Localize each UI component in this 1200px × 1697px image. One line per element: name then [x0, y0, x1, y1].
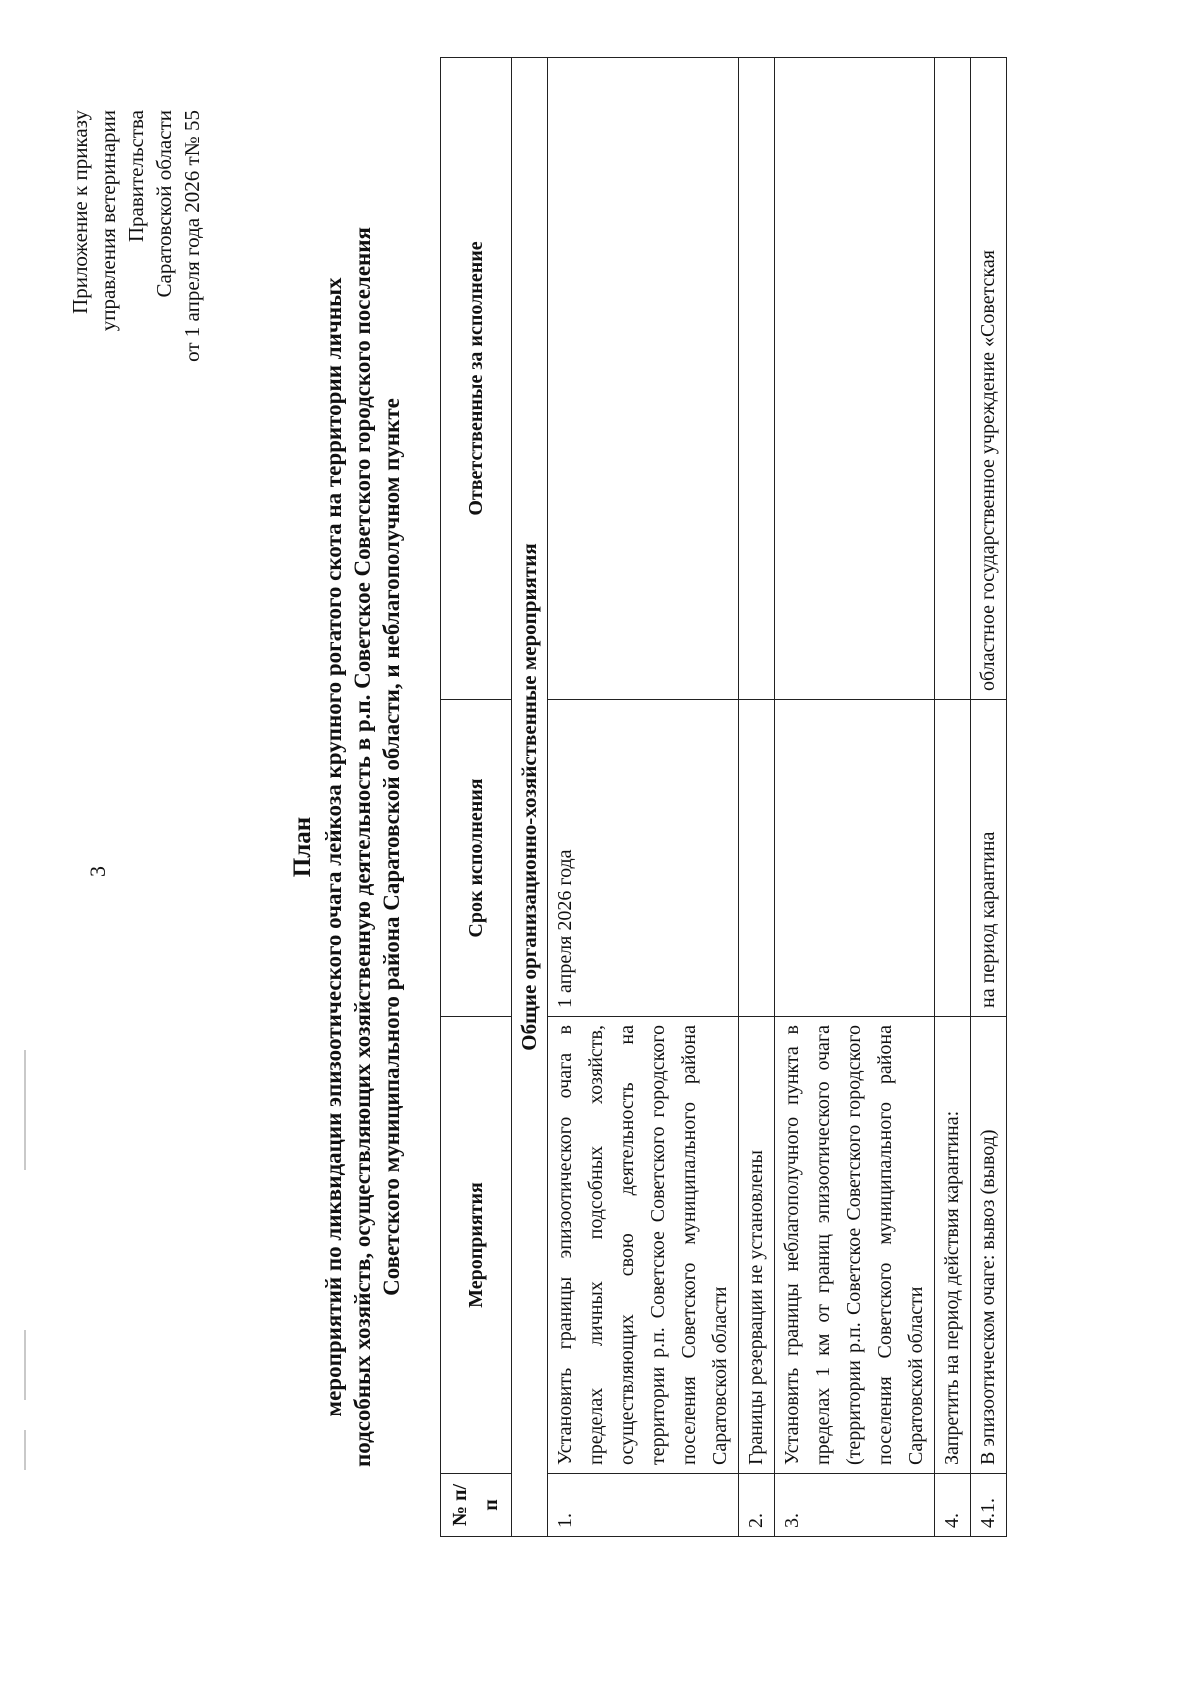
row-num: 3.	[775, 1474, 935, 1537]
section-row	[512, 58, 548, 1537]
row-term	[739, 700, 775, 1017]
annex-note	[66, 110, 206, 530]
row-term	[775, 700, 935, 1017]
row-action: Границы резервации не установлены	[739, 1017, 775, 1474]
table-row	[548, 58, 739, 1537]
header-action: Мероприятия	[441, 1017, 512, 1474]
row-responsible	[548, 58, 739, 700]
row-responsible	[935, 58, 971, 700]
row-term: на период карантина	[971, 700, 1007, 1017]
title-line: мероприятий по ликвидации эпизоотического очага лейкоза крупного рогатого скота на территории личных	[321, 277, 346, 1417]
table-row	[775, 58, 935, 1537]
row-responsible	[739, 58, 775, 700]
title-line: Советского муниципального района Саратовской области, и неблагополучном пункте	[379, 398, 404, 1296]
row-responsible	[775, 58, 935, 700]
annex-line: управления ветеринарии	[96, 110, 120, 332]
annex-line: Саратовской области	[152, 110, 176, 298]
row-responsible: областное государственное учреждение «Советская	[971, 58, 1007, 700]
row-term: 1 апреля 2026 года	[548, 700, 739, 1017]
annex-line: Правительства	[124, 110, 148, 243]
row-num: 4.1.	[971, 1474, 1007, 1537]
row-action: В эпизоотическом очаге: вывоз (вывод)	[971, 1017, 1007, 1474]
header-num: № п/п	[441, 1474, 512, 1537]
table-header-row	[441, 58, 512, 1537]
row-action: Запретить на период действия карантина:	[935, 1017, 971, 1474]
row-num: 4.	[935, 1474, 971, 1537]
row-action: Установить границы неблагополучного пункта в пределах 1 км от границ эпизоотического очага (территории р.п. Советское Советского городского поселения Советского муниципального района Саратовской области	[775, 1017, 935, 1474]
row-action: Установить границы эпизоотического очага в пределах личных подсобных хозяйств, осуществляющих свою деятельность на территории р.п. Советское Советского городского поселения Советского муниципального района Саратовской области	[548, 1017, 739, 1474]
row-num: 2.	[739, 1474, 775, 1537]
header-term: Срок исполнения	[441, 700, 512, 1017]
plan-table	[440, 57, 1007, 1537]
section-title: Общие организационно-хозяйственные мероприятия	[512, 58, 548, 1537]
row-num: 1.	[548, 1474, 739, 1537]
annex-line: Приложение к приказу	[68, 110, 92, 314]
table-row	[971, 58, 1007, 1537]
title-heading: План	[289, 816, 316, 878]
header-responsible: Ответственные за исполнение	[441, 58, 512, 700]
annex-line: от 1 апреля года 2026 т№ 55	[180, 110, 204, 362]
table-row	[935, 58, 971, 1537]
page-number: 3	[85, 866, 110, 877]
title-line: подсобных хозяйств, осуществляющих хозяйственную деятельность в р.п. Советское Советского городского поселения	[350, 227, 375, 1467]
row-term	[935, 700, 971, 1017]
document-title	[288, 67, 406, 1627]
table-row	[739, 58, 775, 1537]
